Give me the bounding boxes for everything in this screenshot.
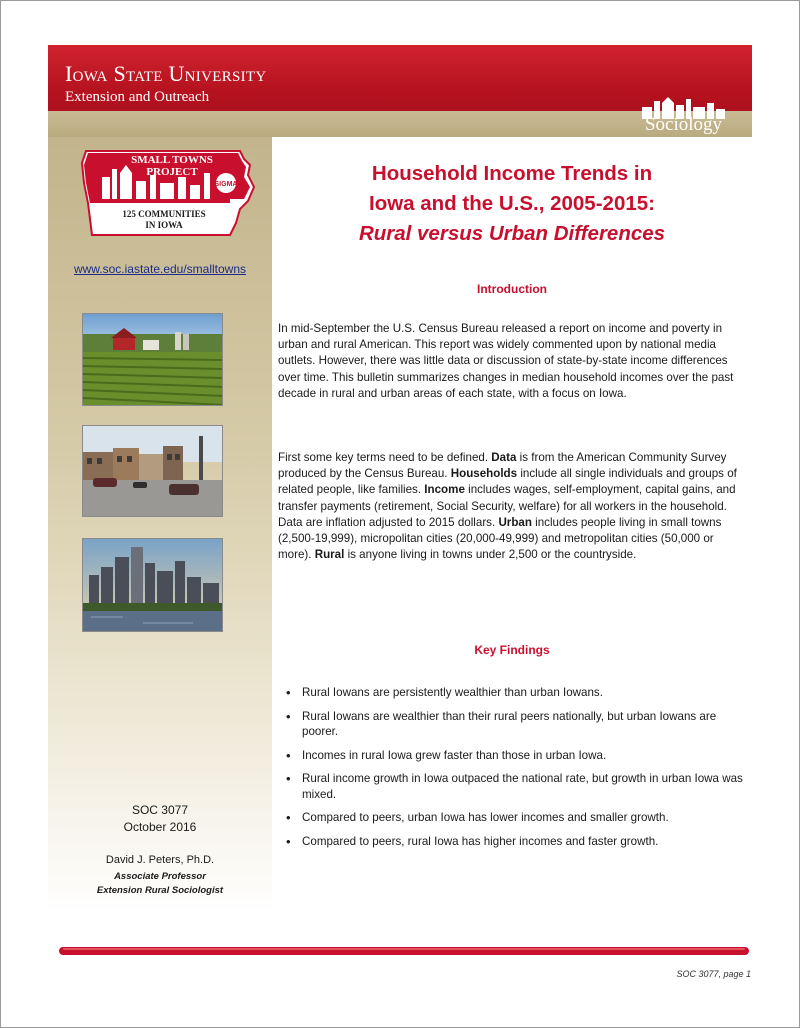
svg-text:SIGMA: SIGMA (214, 181, 238, 188)
bulletin-date: October 2016 (123, 820, 197, 834)
finding-item: • Rural Iowans are persistently wealthier than urban Iowans. (283, 685, 745, 701)
key-findings-list (283, 685, 745, 857)
introduction-paragraph-1: In mid-September the U.S. Census Bureau released a report on income and poverty in urban and rural American. This report was widely commented upon by national media outlets. However, there was little data or discussion of state-by-state income differences over time. This bulletin summarizes changes in median household incomes over the past decade in rural and urban areas of each state, with a focus on Iowa. (278, 322, 734, 400)
bulletin-number: SOC 3077 (131, 803, 189, 817)
defined-term: Urban (498, 515, 532, 529)
defined-term: Rural (314, 548, 345, 562)
finding-item: • Rural income growth in Iowa outpaced the national rate, but growth in urban Iowa was mixed. (283, 771, 745, 802)
paragraph-text: includes people living in small towns (2,500-19,999), micropolitan cities (20,000-49,999) and metropolitan cities (50,000 or more). (278, 515, 722, 562)
introduction-heading: Introduction (477, 282, 547, 296)
footer-rule (57, 945, 751, 957)
university-name: Iowa State University (65, 61, 267, 86)
key-findings-heading: Key Findings (474, 643, 550, 657)
finding-item: • Compared to peers, rural Iowa has higher incomes and faster growth. (283, 834, 745, 850)
paragraph-text: First some key terms need to be defined. (278, 451, 492, 464)
title-subtitle: Rural versus Urban Differences (358, 222, 666, 245)
defined-term: Data (491, 451, 517, 464)
finding-item: • Rural Iowans are wealthier than their rural peers nationally, but urban Iowans are poorer. (283, 709, 745, 740)
title-line-1: Household Income Trends in (371, 162, 653, 185)
city-skyline-photo (82, 538, 223, 632)
title-line-2: Iowa and the U.S., 2005-2015: (369, 192, 655, 215)
paragraph-text: is from the American Community Survey produced by the Census Bureau. (278, 451, 727, 481)
document-title (284, 159, 740, 249)
small-towns-logo (80, 143, 258, 245)
paragraph-text: includes wages, self-employment, capital gains, and transfer payments (retirement, Social Security, welfare) for all workers in the household. Data are inflation adjusted to 2015 dollars. (278, 483, 736, 529)
website-link[interactable]: www.soc.iastate.edu/smalltowns (73, 262, 247, 276)
page-number: SOC 3077, page 1 (676, 969, 751, 979)
farm-photo (82, 313, 223, 406)
introduction-paragraph-2 (278, 450, 744, 563)
finding-item: • Incomes in rural Iowa grew faster than those in urban Iowa. (283, 748, 745, 764)
author-position: Extension Rural Sociologist (96, 885, 224, 896)
author-title: Associate Professor (114, 871, 206, 882)
department-name: Sociology (644, 114, 722, 135)
header-banner (48, 45, 752, 137)
paragraph-text: is anyone living in towns under 2,500 or the countryside. (344, 548, 637, 562)
paragraph-text: include all single individuals and groups of related people, like families. (278, 467, 737, 497)
sidebar (48, 137, 272, 913)
svg-text:PROJECT: PROJECT (146, 166, 198, 178)
defined-term: Households (450, 467, 518, 481)
author-name: David J. Peters, Ph.D. (105, 854, 215, 866)
division-name: Extension and Outreach (65, 89, 210, 105)
iowa-map-icon (80, 143, 258, 245)
svg-text:IN IOWA: IN IOWA (145, 220, 183, 230)
svg-text:125 COMMUNITIES: 125 COMMUNITIES (122, 209, 206, 219)
defined-term: Income (424, 483, 465, 497)
svg-text:SMALL TOWNS: SMALL TOWNS (131, 154, 213, 166)
department-block (634, 93, 752, 137)
main-street-photo (82, 425, 223, 517)
finding-item: • Compared to peers, urban Iowa has lower incomes and smaller growth. (283, 810, 745, 826)
